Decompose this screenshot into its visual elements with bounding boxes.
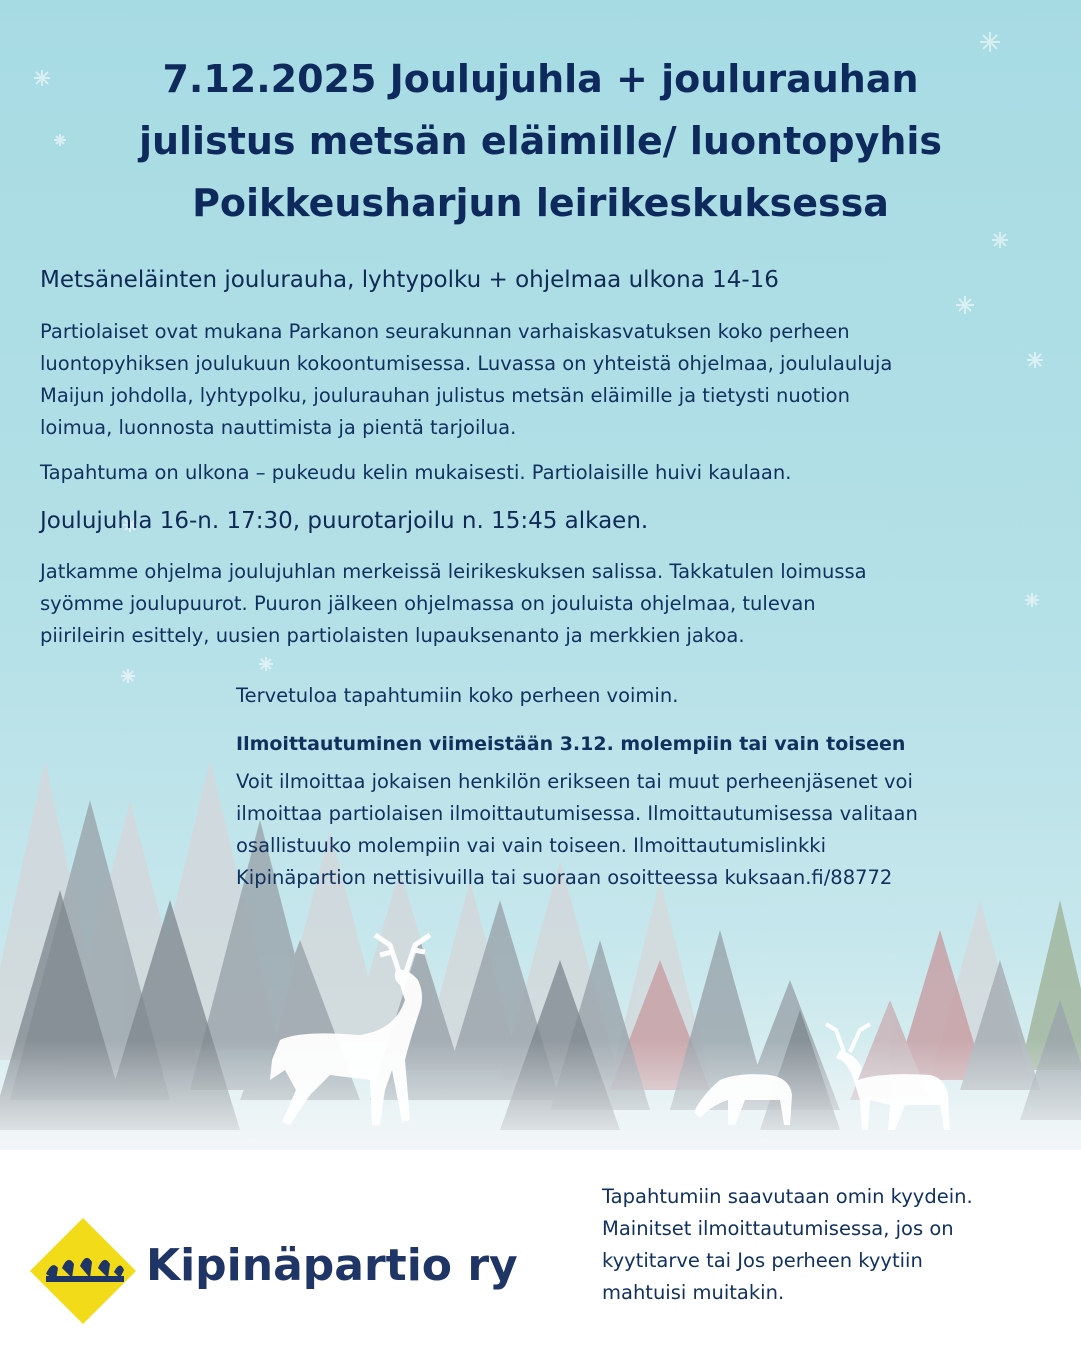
- transport-line: kyytitarve tai Jos perheen kyytiin: [602, 1249, 923, 1272]
- section2-line: piirileirin esittely, uusien partiolaisten lupauksenanto ja merkkien jakoa.: [40, 624, 745, 647]
- event-title-line: 7.12.2025 Joulujuhla + joulurauhan: [162, 57, 919, 101]
- snowflake-icon: [121, 669, 135, 683]
- snowflake-icon: [259, 657, 273, 671]
- snowflake-icon: [1027, 352, 1043, 368]
- registration-line: Kipinäpartion nettisivuilla tai suoraan osoitteessa kuksaan.fi/88772: [236, 866, 893, 889]
- welcome-text: Tervetuloa tapahtumiin koko perheen voimin.: [236, 684, 679, 707]
- section1-line: Maijun johdolla, lyhtypolku, joulurauhan julistus metsän eläimille ja tietysti nuotion: [40, 384, 850, 407]
- registration-heading: Ilmoittautuminen viimeistään 3.12. molempiin tai vain toiseen: [236, 733, 906, 755]
- section2-heading: Joulujuhla 16-n. 17:30, puurotarjoilu n. 15:45 alkaen.: [40, 508, 649, 534]
- kipinapartio-logo-icon: [28, 1216, 138, 1326]
- section1-line: Partiolaiset ovat mukana Parkanon seurakunnan varhaiskasvatuksen koko perheen: [40, 320, 850, 343]
- section1-line: luontopyhiksen joulukuun kokoontumisessa. Luvassa on yhteistä ohjelmaa, joululauluja: [40, 352, 893, 375]
- transport-line: mahtuisi muitakin.: [602, 1281, 785, 1304]
- section2-line: Jatkamme ohjelma joulujuhlan merkeissä leirikeskuksen salissa. Takkatulen loimussa: [40, 560, 867, 583]
- snowflake-icon: [956, 296, 974, 314]
- section2-paragraph: [40, 556, 867, 652]
- section1-line: loimua, luonnosta nauttimista ja pientä tarjoilua.: [40, 416, 517, 439]
- section1-paragraph: [40, 316, 892, 444]
- section1-heading: Metsäneläinten joulurauha, lyhtypolku + ohjelmaa ulkona 14-16: [40, 267, 779, 293]
- transport-note: [602, 1181, 973, 1309]
- event-title-line: julistus metsän eläimille/ luontopyhis: [138, 119, 943, 163]
- event-title-line: Poikkeusharjun leirikeskuksessa: [192, 181, 889, 225]
- snowflake-icon: [992, 232, 1008, 248]
- section1-note: Tapahtuma on ulkona – pukeudu kelin mukaisesti. Partiolaisille huivi kaulaan.: [40, 461, 792, 484]
- registration-line: ilmoittaa partiolaisen ilmoittautumisessa. Ilmoittautumisessa valitaan: [236, 802, 918, 825]
- registration-line: osallistuuko molempiin vai vain toiseen. Ilmoittautumislinkki: [236, 834, 827, 857]
- transport-line: Mainitset ilmoittautumisessa, jos on: [602, 1217, 954, 1240]
- section2-line: syömme joulupuurot. Puuron jälkeen ohjelmassa on jouluista ohjelmaa, tulevan: [40, 592, 816, 615]
- event-title: [40, 48, 1041, 234]
- transport-line: Tapahtumiin saavutaan omin kyydein.: [602, 1185, 973, 1208]
- registration-line: Voit ilmoittaa jokaisen henkilön erikseen tai muut perheenjäsenet voi: [236, 770, 913, 793]
- registration-paragraph: [236, 766, 918, 894]
- brand-name: Kipinäpartio ry: [146, 1240, 518, 1291]
- snowflake-icon: [1025, 593, 1039, 607]
